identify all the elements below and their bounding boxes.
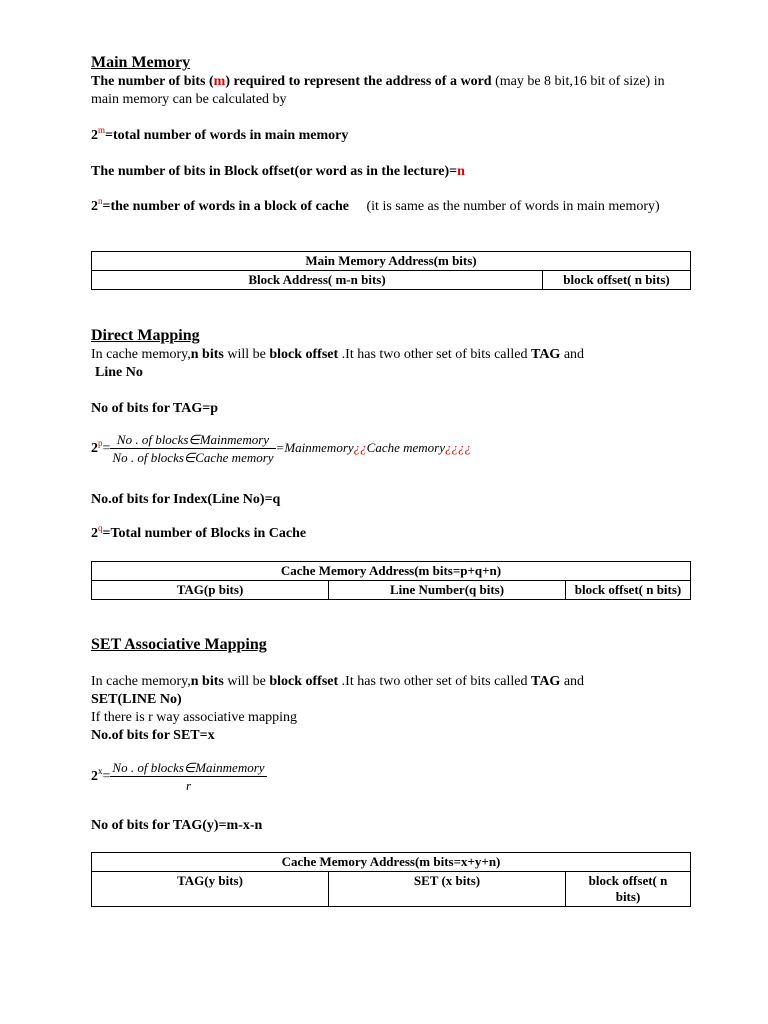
eq2-rest: (it is same as the number of words in main memory) bbox=[366, 199, 660, 214]
direct-index-bits bbox=[91, 491, 691, 509]
p2-n: n bbox=[457, 164, 465, 179]
table-header: Main Memory Address(m bits) bbox=[92, 252, 691, 271]
p1-rest: (may be 8 bit,16 bit of size) in main memory can be calculated by bbox=[91, 74, 665, 107]
direct-equation-2q bbox=[91, 525, 691, 543]
eq1-exp: m bbox=[98, 125, 106, 135]
p1-bold-a: The number of bits ( bbox=[91, 74, 214, 89]
eq2-base: 2 bbox=[91, 199, 98, 214]
direct-frac-den: No . of blocks∈Cache memory bbox=[112, 450, 274, 465]
tag-cell: TAG(p bits) bbox=[92, 581, 329, 600]
direct-intro-nbits: n bits bbox=[190, 347, 224, 362]
equation-2m bbox=[91, 127, 691, 145]
direct-intro-tag: TAG bbox=[531, 347, 561, 362]
set-associative-heading: SET Associative Mapping bbox=[91, 636, 267, 653]
main-memory-address-table bbox=[91, 251, 691, 290]
direct-rhs-a: =Mainmemory bbox=[275, 440, 354, 456]
set-intro-c: .It has two other set of bits called bbox=[338, 674, 532, 689]
direct-intro-c: .It has two other set of bits called bbox=[338, 347, 532, 362]
set-frac-num: No . of blocks∈Mainmemory bbox=[112, 760, 265, 775]
direct-intro bbox=[91, 346, 691, 382]
table-header: Cache Memory Address(m bits=x+y+n) bbox=[92, 853, 691, 872]
direct-intro-a: In cache memory, bbox=[91, 347, 191, 362]
direct-rhs-b: ¿¿ bbox=[353, 440, 367, 456]
direct-intro-line: Line No bbox=[95, 365, 143, 380]
set-tag-bits bbox=[91, 817, 691, 835]
equation-2n bbox=[91, 198, 691, 216]
direct-rhs-d: ¿¿¿¿ bbox=[445, 440, 471, 456]
set-eq-eq: = bbox=[102, 769, 111, 785]
block-offset-cell: block offset( n bits) bbox=[566, 581, 691, 600]
direct-mapping-heading: Direct Mapping bbox=[91, 327, 200, 344]
p1-m: m bbox=[213, 74, 226, 89]
direct-eq2-exp: q bbox=[98, 523, 103, 533]
direct-intro-b: will be bbox=[223, 347, 270, 362]
direct-address-table bbox=[91, 561, 691, 600]
set-rway: If there is r way associative mapping bbox=[91, 710, 298, 725]
direct-intro-d: and bbox=[560, 347, 585, 362]
table-header: Cache Memory Address(m bits=p+q+n) bbox=[92, 562, 691, 581]
direct-eq2-text: =Total number of Blocks in Cache bbox=[102, 526, 307, 541]
block-address-cell: Block Address( m-n bits) bbox=[92, 271, 543, 290]
set-cell: SET (x bits) bbox=[329, 872, 566, 907]
direct-equation: $2^p=$ $\frac{\text{No . of blocks∈Mainmemory}}{\text{No . of blocks∈Cache memory}}$ =Mainmemory¿¿Cache memory¿¿¿¿ bbox=[91, 432, 471, 465]
set-intro-a: In cache memory, bbox=[91, 674, 191, 689]
set-intro-d: and bbox=[560, 674, 585, 689]
set-intro-b: will be bbox=[223, 674, 270, 689]
block-offset-line bbox=[91, 163, 691, 181]
main-memory-heading: Main Memory bbox=[91, 54, 191, 71]
set-fraction bbox=[110, 761, 266, 793]
direct-rhs-c: Cache memory bbox=[366, 440, 445, 456]
set-address-table bbox=[91, 852, 691, 907]
set-tag-bits-text: No of bits for TAG(y)=m-x-n bbox=[91, 818, 263, 833]
direct-intro-offset: block offset bbox=[269, 347, 339, 362]
direct-fraction bbox=[110, 433, 275, 465]
eq2-bold: =the number of words in a block of cache bbox=[102, 199, 349, 214]
eq2-exp: n bbox=[98, 196, 103, 206]
direct-eq2-base: 2 bbox=[91, 526, 98, 541]
p2-bold: The number of bits in Block offset(or word as in the lecture)= bbox=[91, 164, 458, 179]
set-eq-base: 2 bbox=[91, 769, 98, 785]
eq1-base: 2 bbox=[91, 128, 98, 143]
set-intro-offset: block offset bbox=[269, 674, 339, 689]
eq1-text: =total number of words in main memory bbox=[105, 128, 349, 143]
index-bits-text: No.of bits for Index(Line No)=q bbox=[91, 492, 281, 507]
set-intro bbox=[91, 673, 691, 745]
set-frac-den: r bbox=[185, 778, 191, 793]
direct-eq-exp: p bbox=[98, 438, 103, 449]
tag-cell: TAG(y bits) bbox=[92, 872, 329, 907]
main-memory-paragraph bbox=[91, 73, 691, 109]
set-bits: No.of bits for SET=x bbox=[91, 728, 215, 743]
tag-bits-text: No of bits for TAG=p bbox=[91, 401, 218, 416]
direct-frac-num: No . of blocks∈Mainmemory bbox=[110, 433, 275, 449]
block-offset-cell: block offset( n bits) bbox=[543, 271, 691, 290]
set-equation bbox=[91, 761, 691, 793]
set-intro-nbits: n bits bbox=[190, 674, 224, 689]
direct-tag-bits bbox=[91, 400, 691, 418]
direct-eq-base: 2 bbox=[91, 441, 98, 457]
set-intro-tag: TAG bbox=[531, 674, 561, 689]
set-intro-set: SET(LINE No) bbox=[91, 692, 182, 707]
line-number-cell: Line Number(q bits) bbox=[329, 581, 566, 600]
block-offset-cell: block offset( n bits) bbox=[566, 872, 691, 907]
set-eq-exp: x bbox=[98, 766, 103, 777]
p1-bold-b: ) required to represent the address of a word bbox=[225, 74, 492, 89]
